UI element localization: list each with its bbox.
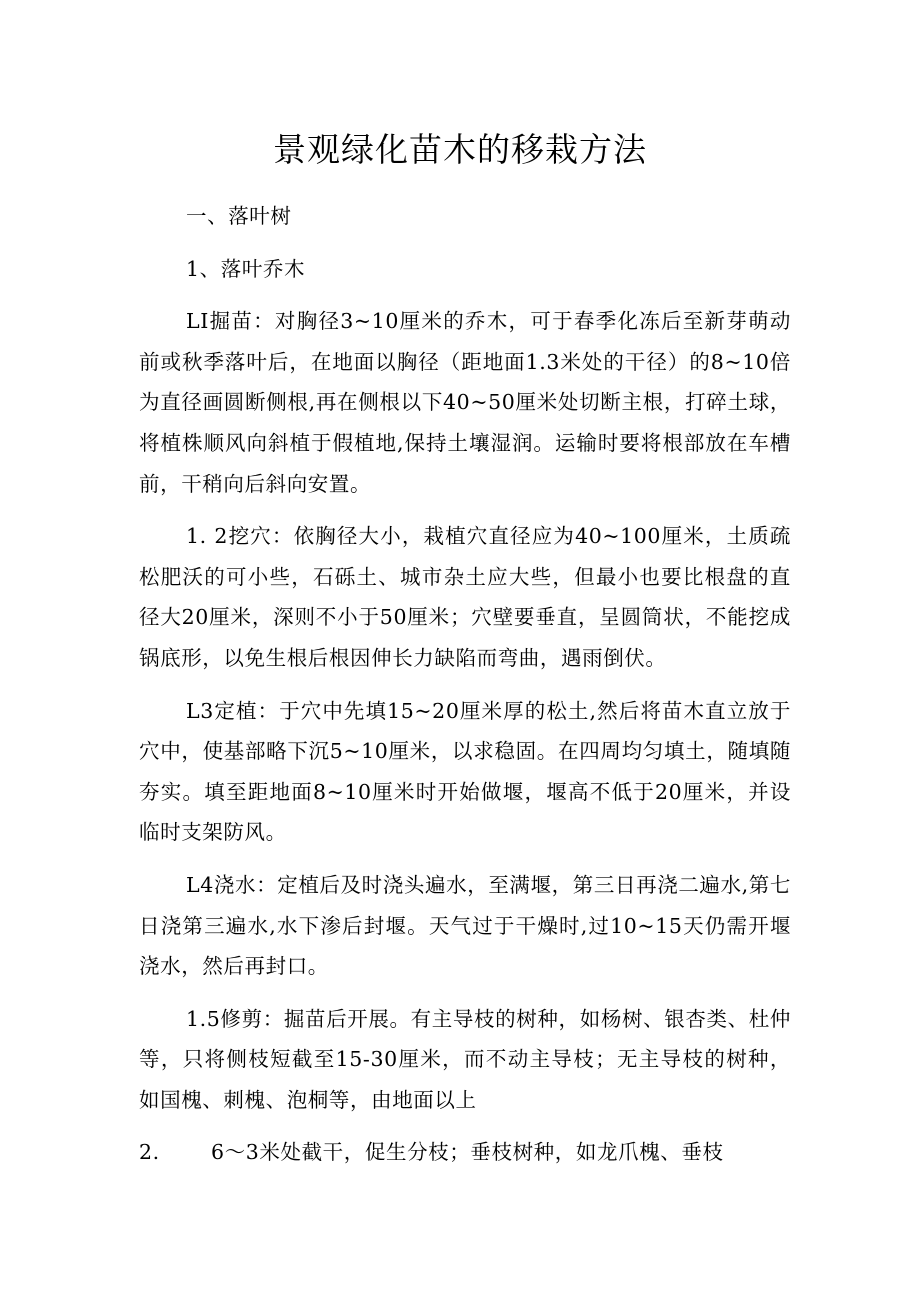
document-title: 景观绿化苗木的移栽方法 [273, 130, 647, 169]
subsection-heading-deciduous-arbor: 1、落叶乔木 [186, 256, 306, 281]
numbered-item-label: 2. [139, 1140, 160, 1165]
section-heading-deciduous-trees: 一、落叶树 [186, 204, 292, 228]
paragraph-digging: LI掘苗：对胸径3~10厘米的乔木，可于春季化冻后至新芽萌动前或秋季落叶后，在地面以胸径（距地面1.3米处的干径）的8~10倍为直径画圆断侧根,再在侧根以下40~50厘米处切断主根，打碎土球，将植株顺风向斜植于假植地,保持土壤湿润。运输时要将根部放在车槽前，干稍向后斜向安置。 [139, 309, 791, 496]
document-body [139, 196, 791, 1185]
numbered-item [139, 1132, 791, 1173]
numbered-item-text: 6～3米处截干，促生分枝；垂枝树种，如龙爪槐、垂枝 [211, 1140, 724, 1165]
paragraph-pruning: 1.5修剪：掘苗后开展。有主导枝的树种，如杨树、银杏类、杜仲等，只将侧枝短截至15-30厘米，而不动主导枝；无主导枝的树种，如国槐、刺槐、泡桐等，由地面以上 [139, 1006, 791, 1112]
paragraph-hole-digging: 1. 2挖穴：依胸径大小，栽植穴直径应为40~100厘米，土质疏松肥沃的可小些，石砾土、城市杂土应大些，但最小也要比根盘的直径大20厘米，深则不小于50厘米；穴壁要垂直，呈圆筒状，不能挖成锅底形，以免生根后根因伸长力缺陷而弯曲，遇雨倒伏。 [139, 524, 791, 670]
paragraph-planting: L3定植：于穴中先填15~20厘米厚的松土,然后将苗木直立放于穴中，使基部略下沉5~10厘米，以求稳固。在四周均匀填土，随填随夯实。填至距地面8~10厘米时开始做堰，堰高不低于20厘米，并设临时支架防风。 [139, 698, 791, 845]
paragraph-watering: L4浇水：定植后及时浇头遍水，至满堰，第三日再浇二遍水,第七日浇第三遍水,水下渗后封堰。天气过于干燥时,过10~15天仍需开堰浇水，然后再封口。 [139, 872, 791, 979]
